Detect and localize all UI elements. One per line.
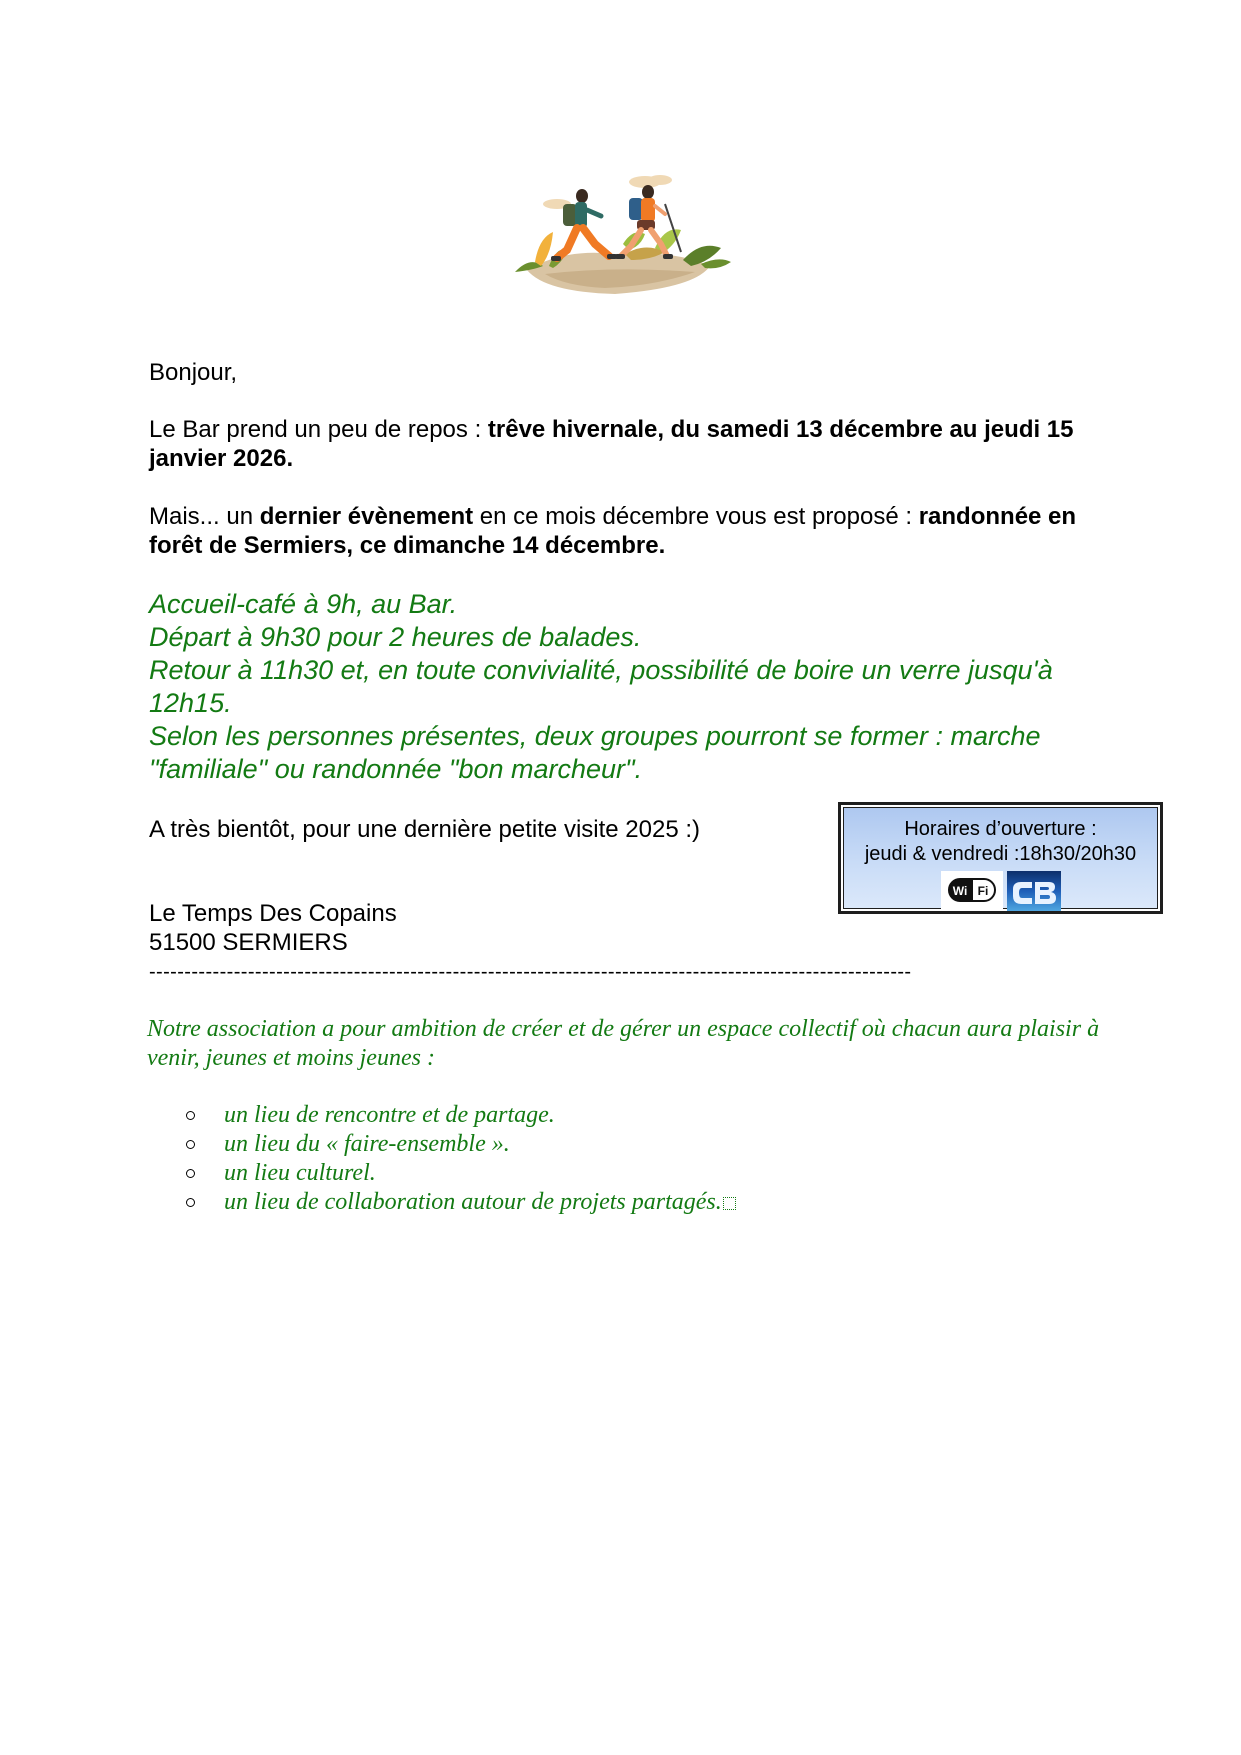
program-line: Départ à 9h30 pour 2 heures de balades. — [149, 622, 642, 652]
list-item — [180, 1130, 736, 1159]
program-line: Selon les personnes présentes, deux groupes pourront se former : marche "familiale" ou randonnée "bon marcheur". — [149, 721, 1041, 784]
program-block — [149, 588, 1109, 786]
wifi-icon — [941, 871, 1003, 909]
winter-break-dates: trêve hivernale, du samedi 13 décembre au jeudi 15 janvier 2026. — [149, 416, 1074, 472]
event-text-1: Mais... un — [149, 503, 260, 530]
program-line: Accueil-café à 9h, au Bar. — [149, 589, 458, 619]
program-line: Retour à 11h30 et, en toute convivialité, possibilité de boire un verre jusqu'à 12h15. — [149, 655, 1053, 718]
event-highlight: dernier évènement — [259, 503, 474, 530]
winter-break-text: Le Bar prend un peu de repos : — [149, 416, 488, 443]
bullet-icon — [186, 1111, 195, 1120]
association-goals-list — [180, 1101, 736, 1217]
list-item — [180, 1159, 736, 1188]
event-hike-details: randonnée en forêt de Sermiers, ce dimanche 14 décembre. — [149, 503, 1077, 559]
event-text-2: en ce mois décembre vous est proposé : — [473, 503, 919, 530]
winter-break-paragraph — [149, 415, 1109, 473]
greeting: Bonjour, — [149, 359, 238, 386]
cb-card-icon — [1007, 871, 1061, 911]
list-item — [180, 1101, 736, 1130]
wifi-left-text: Wi — [952, 884, 967, 898]
signature-address: 51500 SERMIERS — [149, 929, 348, 956]
list-item — [180, 1188, 736, 1217]
bullet-icon — [186, 1140, 195, 1149]
association-intro: Notre association a pour ambition de créer et de gérer un espace collectif où chacun aura plaisir à venir, jeunes et moins jeunes : — [147, 1016, 1100, 1071]
opening-hours-box — [838, 802, 1163, 914]
list-item-text: un lieu du « faire-ensemble ». — [224, 1131, 510, 1157]
event-paragraph — [149, 502, 1109, 560]
opening-hours-title: Horaires d’ouverture : — [904, 818, 1097, 840]
placeholder-glyph-icon — [723, 1197, 736, 1210]
wifi-right-text: Fi — [977, 884, 988, 898]
list-item-text: un lieu de collaboration autour de projets partagés. — [224, 1189, 722, 1215]
payment-badges — [844, 871, 1157, 911]
opening-hours-schedule: jeudi & vendredi :18h30/20h30 — [864, 843, 1137, 865]
bullet-icon — [186, 1169, 195, 1178]
closing-line: A très bientôt, pour une dernière petite visite 2025 :) — [149, 816, 701, 843]
signature-name: Le Temps Des Copains — [149, 900, 397, 927]
separator-line: ------------------------------------------------------------------------------------------------------------ — [149, 961, 912, 983]
bullet-icon — [186, 1198, 195, 1207]
opening-hours-panel — [843, 807, 1158, 909]
hikers-illustration — [505, 170, 735, 300]
list-item-text: un lieu culturel. — [224, 1160, 376, 1186]
signature — [149, 899, 397, 957]
list-item-text: un lieu de rencontre et de partage. — [224, 1102, 555, 1128]
